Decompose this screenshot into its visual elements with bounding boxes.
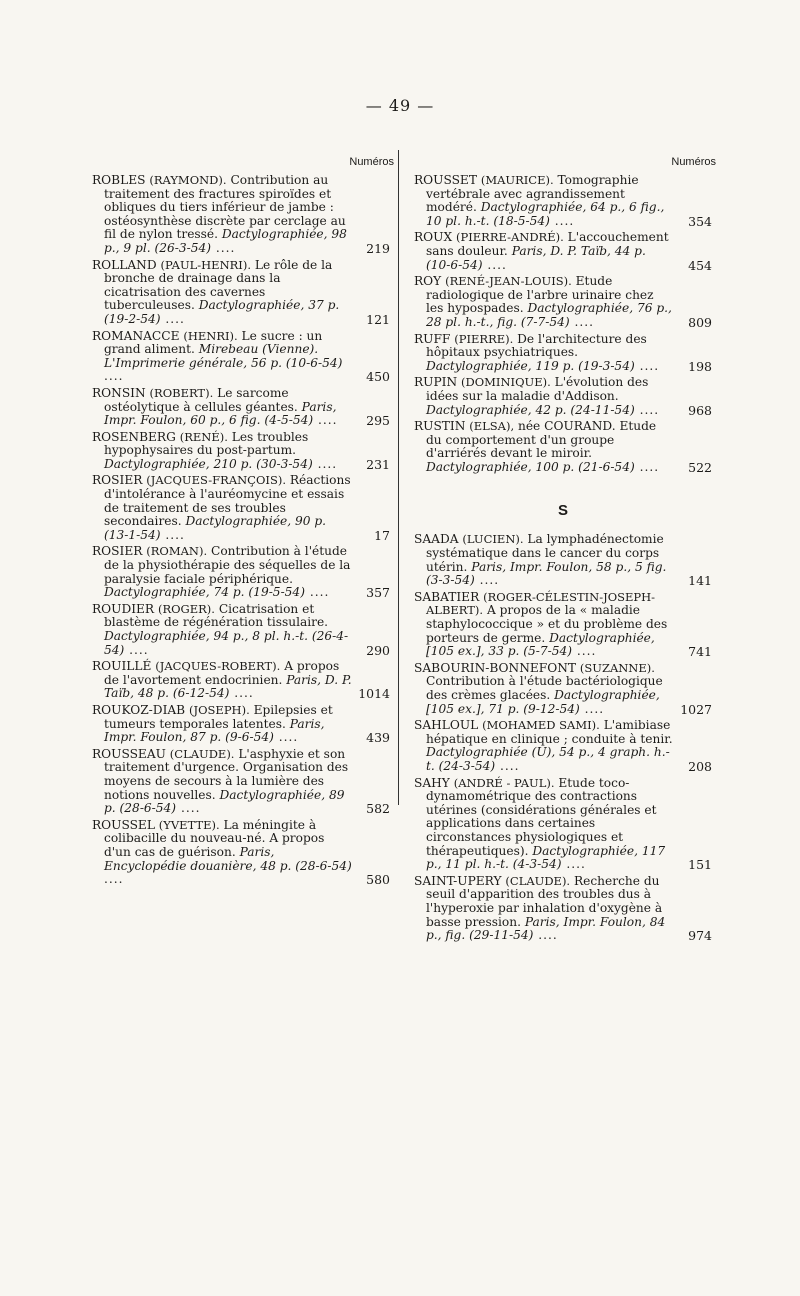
dot-leader: ....: [160, 311, 185, 326]
author-surname: SAADA: [414, 532, 459, 547]
entry-number: 580: [366, 872, 390, 888]
dot-leader: ....: [313, 413, 338, 428]
author-firstname: (MAURICE).: [480, 173, 554, 187]
author-firstname: (CLAUDE).: [169, 746, 235, 761]
thesis-entry: [414, 174, 712, 228]
section-letter: S: [557, 502, 568, 520]
thesis-entry: [92, 330, 390, 384]
dot-leader: ....: [124, 642, 149, 657]
entry-number: 968: [688, 402, 712, 418]
publication-details: Dactylographiée, 89 p. (28-6-54): [104, 787, 345, 816]
thesis-title: Etude toco-dynamométrique des contractions utérines (considérations générales et applications dans certaines circonstances physiologiques et thérapeutiques).: [426, 775, 657, 858]
left-column: [92, 150, 394, 890]
entry-number: 354: [688, 213, 712, 229]
entry-number: 290: [366, 642, 390, 658]
thesis-entry: [92, 174, 390, 256]
right-entries-s: [414, 533, 712, 942]
dot-leader: ....: [229, 686, 254, 701]
thesis-entry: [92, 603, 390, 657]
left-entries: [92, 174, 390, 887]
thesis-entry: [414, 420, 712, 474]
dot-leader: ....: [312, 456, 338, 471]
entry-number: 295: [366, 413, 390, 429]
author-firstname: (SUZANNE).: [579, 660, 655, 675]
thesis-entry: [414, 376, 712, 417]
author-firstname: (ROGER).: [157, 601, 215, 616]
thesis-title: Tomographie vertébrale avec agrandissement modéré.: [426, 173, 639, 215]
thesis-title: Les troubles hypophysaires du post-partum.: [104, 429, 309, 458]
thesis-entry: [92, 819, 390, 887]
publication-details: Dactylographiée, 76 p., 28 pl. h.-t., fig. (7-7-54): [426, 301, 672, 329]
thesis-entry: [414, 533, 712, 587]
author-surname: RUSTIN: [414, 419, 466, 434]
thesis-entry: [92, 259, 390, 327]
thesis-entry: [414, 719, 712, 773]
thesis-title: Contribution à l'étude de la physiothérapie des séquelles de la paralysie faciale périphérique.: [104, 544, 351, 586]
author-firstname: (PAUL-HENRI).: [160, 257, 251, 272]
thesis-title: L'amibiase hépatique en clinique ; conduite à tenir.: [426, 718, 673, 746]
publication-details: Paris, Impr. Foulon, 60 p., 6 fig. (4-5-54): [104, 399, 337, 428]
dot-leader: ....: [549, 213, 575, 228]
thesis-title: Le rôle de la bronche de drainage dans la cicatrisation des cavernes tuberculeuses.: [104, 257, 333, 313]
author-firstname: (ROGER-CÉLESTIN-JOSEPH-ALBERT).: [426, 589, 656, 618]
author-firstname: (LUCIEN).: [462, 532, 524, 547]
author-surname: SABOURIN-BONNEFONT: [414, 660, 577, 675]
author-surname: ROUKOZ-DIAB: [92, 702, 186, 717]
dot-leader: ....: [104, 872, 124, 887]
author-surname: ROUILLÉ: [92, 659, 152, 674]
author-firstname: (MOHAMED SAMI).: [482, 718, 600, 733]
thesis-title: Le sarcome ostéolytique à cellules géantes.: [104, 385, 298, 414]
author-firstname: (PIERRE-ANDRÉ).: [456, 230, 564, 245]
entry-number: 357: [366, 585, 390, 601]
thesis-entry: [414, 275, 712, 329]
publication-details: Paris, Impr. Foulon, 58 p., 5 fig. (3-3-54): [426, 559, 667, 588]
author-surname: ROMANACCE: [92, 328, 180, 343]
dot-leader: ....: [273, 730, 299, 745]
dot-leader: ....: [495, 758, 520, 773]
page-number: — 49 —: [365, 96, 435, 115]
entry-number: 141: [688, 573, 712, 589]
author-surname: ROUSSET: [414, 173, 477, 187]
publication-details: Dactylographiée, 90 p. (13-1-54): [104, 514, 327, 542]
thesis-entry: [414, 777, 712, 872]
right-column-header: Numéros: [671, 156, 716, 168]
publication-details: Dactylographiée, [105 ex.], 33 p. (5-7-54): [426, 630, 655, 659]
author-surname: ROUDIER: [92, 601, 155, 616]
author-surname: ROUX: [414, 230, 453, 245]
publication-details: Dactylographiée, 98 p., 9 pl. (26-3-54): [104, 227, 347, 255]
dot-leader: ....: [572, 644, 597, 659]
thesis-entry: [92, 660, 390, 701]
thesis-entry: [92, 748, 390, 816]
author-firstname: (HENRI).: [183, 328, 238, 343]
entry-number: 208: [688, 758, 712, 774]
thesis-title: Recherche du seuil d'apparition des troubles dus à l'hyperoxie par inhalation d'oxygène à basse pression.: [426, 873, 663, 929]
author-firstname: (DOMINIQUE).: [461, 375, 551, 390]
entry-number: 231: [366, 456, 390, 472]
author-surname: ROSENBERG: [92, 429, 176, 444]
dot-leader: ....: [561, 857, 586, 872]
thesis-entry: [92, 704, 390, 745]
dot-leader: ....: [104, 369, 124, 384]
publication-details: Mirebeau (Vienne). L'Imprimerie générale, 56 p. (10-6-54): [104, 342, 343, 370]
entry-number: 809: [688, 314, 712, 330]
publication-details: Dactylographiée, 42 p. (24-11-54): [426, 402, 635, 417]
author-surname: ROSIER: [92, 544, 143, 559]
thesis-title: Réactions d'intolérance à l'auréomycine et essais de traitement de ses troubles secondaires.: [104, 473, 351, 529]
thesis-title: La lymphadénectomie systématique dans le cancer du corps utérin.: [426, 532, 664, 574]
dot-leader: ....: [160, 527, 185, 542]
publication-details: Paris, Impr. Foulon, 87 p. (9-6-54): [104, 716, 325, 745]
dot-leader: ....: [176, 801, 201, 816]
author-firstname: (ANDRÉ - PAUL).: [453, 775, 555, 790]
dot-leader: ....: [211, 240, 236, 255]
thesis-title: Le sucre : un grand aliment.: [104, 328, 323, 357]
thesis-title: A propos de l'avortement endocrinien.: [104, 659, 340, 687]
dot-leader: ....: [482, 257, 507, 272]
right-column: [414, 150, 716, 946]
author-firstname: (JOSEPH).: [189, 702, 250, 717]
entry-number: 1014: [358, 686, 390, 702]
thesis-title: La méningite à colibacille du nouveau-né. A propos d'un cas de guérison.: [104, 817, 325, 859]
thesis-entry: [414, 662, 712, 716]
author-firstname: (RENÉ).: [179, 429, 228, 444]
author-surname: ROBLES: [92, 173, 146, 187]
publication-details: Paris, D. P. Taïb, 44 p. (10-6-54): [426, 243, 646, 272]
author-firstname: (CLAUDE).: [505, 873, 571, 888]
thesis-title: L'asphyxie et son traitement d'urgence. Organisation des moyens de secours à la lumière des notions nouvelles.: [104, 746, 349, 802]
author-surname: ROLLAND: [92, 257, 157, 272]
entry-number: 974: [688, 928, 712, 944]
entry-number: 439: [366, 730, 390, 746]
dot-leader: ....: [579, 701, 605, 716]
publication-details: Paris, D. P. Taïb, 48 p. (6-12-54): [104, 672, 352, 701]
thesis-title: L'évolution des idées sur la maladie d'Addison.: [426, 375, 649, 403]
author-surname: SAINT-UPERY: [414, 873, 502, 888]
publication-details: Dactylographiée, 100 p. (21-6-54): [426, 459, 635, 474]
author-firstname: (ELSA),: [469, 419, 515, 434]
author-firstname: (ROMAN).: [146, 544, 208, 559]
thesis-entry: [414, 591, 712, 659]
entry-number: 151: [688, 857, 712, 873]
author-surname: ROUSSEL: [92, 817, 155, 832]
thesis-entry: [92, 431, 390, 472]
left-column-header: Numéros: [349, 156, 394, 168]
entry-number: 17: [374, 527, 390, 543]
publication-details: Dactylographiée, [105 ex.], 71 p. (9-12-54): [426, 688, 660, 716]
dot-leader: ....: [634, 459, 660, 474]
entry-number: 121: [366, 311, 390, 327]
right-entries: [414, 174, 712, 474]
thesis-title: née COURAND. Etude du comportement d'un groupe d'arriérés devant le miroir.: [426, 419, 657, 461]
author-firstname: (RAYMOND).: [149, 173, 227, 187]
entry-number: 454: [688, 257, 712, 273]
author-firstname: (JACQUES-FRANÇOIS).: [146, 473, 286, 488]
publication-details: Dactylographiée, 74 p. (19-5-54): [104, 585, 305, 600]
author-surname: ROSIER: [92, 473, 143, 488]
thesis-title: Contribution au traitement des fractures spiroïdes et obliques du tiers inférieur de jambe : ostéosynthèse discrète par cerclage au fil de nylon tressé.: [104, 173, 346, 242]
publication-details: Dactylographiée, 119 p. (19-3-54): [426, 358, 635, 373]
author-surname: ROY: [414, 274, 442, 289]
dot-leader: ....: [634, 358, 660, 373]
dot-leader: ....: [569, 314, 595, 329]
publication-details: Dactylographiée, 94 p., 8 pl. h.-t. (26-4-54): [104, 629, 349, 657]
thesis-title: Cicatrisation et blastème de régénération tissulaire.: [104, 601, 329, 630]
publication-details: Dactylographiée, 37 p. (19-2-54): [104, 298, 340, 326]
author-firstname: (JACQUES-ROBERT).: [155, 659, 281, 674]
thesis-title: Contribution à l'étude bactériologique des crèmes glacées.: [426, 674, 663, 702]
entry-number: 582: [366, 801, 390, 817]
dot-leader: ....: [533, 928, 558, 943]
publication-details: Dactylographiée (U), 54 p., 4 graph. h.-t. (24-3-54): [426, 745, 670, 773]
author-surname: ROUSSEAU: [92, 746, 166, 761]
dot-leader: ....: [304, 585, 330, 600]
thesis-title: Etude radiologique de l'arbre urinaire chez les hypospades.: [426, 274, 654, 316]
thesis-entry: [92, 474, 390, 542]
column-divider: [398, 150, 399, 805]
thesis-entry: [414, 875, 712, 943]
entry-number: 741: [688, 644, 712, 660]
entry-number: 219: [366, 240, 390, 256]
publication-details: Dactylographiée, 210 p. (30-3-54): [104, 456, 313, 471]
entry-number: 198: [688, 358, 712, 374]
thesis-entry: [92, 387, 390, 428]
author-firstname: (ROBERT).: [149, 385, 214, 400]
publication-details: Paris, Encyclopédie douanière, 48 p. (28-6-54): [104, 844, 352, 873]
entry-number: 450: [366, 369, 390, 385]
thesis-title: Epilepsies et tumeurs temporales latentes.: [104, 702, 333, 731]
thesis-title: A propos de la « maladie staphylococcique » et du problème des porteurs de germe.: [426, 603, 668, 645]
publication-details: Dactylographiée, 64 p., 6 fig., 10 pl. h.-t. (18-5-54): [426, 200, 665, 228]
author-surname: SAHY: [414, 775, 450, 790]
thesis-entry: [414, 333, 712, 374]
author-surname: SAHLOUL: [414, 718, 479, 733]
thesis-entry: [414, 231, 712, 272]
thesis-title: L'accouchement sans douleur.: [426, 230, 669, 258]
author-firstname: (PIERRE).: [454, 331, 514, 346]
publication-details: Dactylographiée, 117 p., 11 pl. h.-t. (4-3-54): [426, 843, 666, 872]
author-surname: RONSIN: [92, 385, 146, 400]
publication-details: Paris, Impr. Foulon, 84 p., fig. (29-11-54): [426, 914, 666, 943]
entry-number: 522: [688, 459, 712, 475]
author-surname: SABATIER: [414, 589, 480, 604]
dot-leader: ....: [634, 402, 660, 417]
author-firstname: (YVETTE).: [158, 817, 220, 832]
thesis-entry: [92, 545, 390, 599]
author-surname: RUFF: [414, 331, 451, 346]
author-firstname: (RENÉ-JEAN-LOUIS).: [445, 274, 572, 289]
entry-number: 1027: [680, 701, 712, 717]
thesis-title: De l'architecture des hôpitaux psychiatriques.: [426, 331, 647, 360]
author-surname: RUPIN: [414, 375, 458, 390]
dot-leader: ....: [474, 573, 500, 588]
